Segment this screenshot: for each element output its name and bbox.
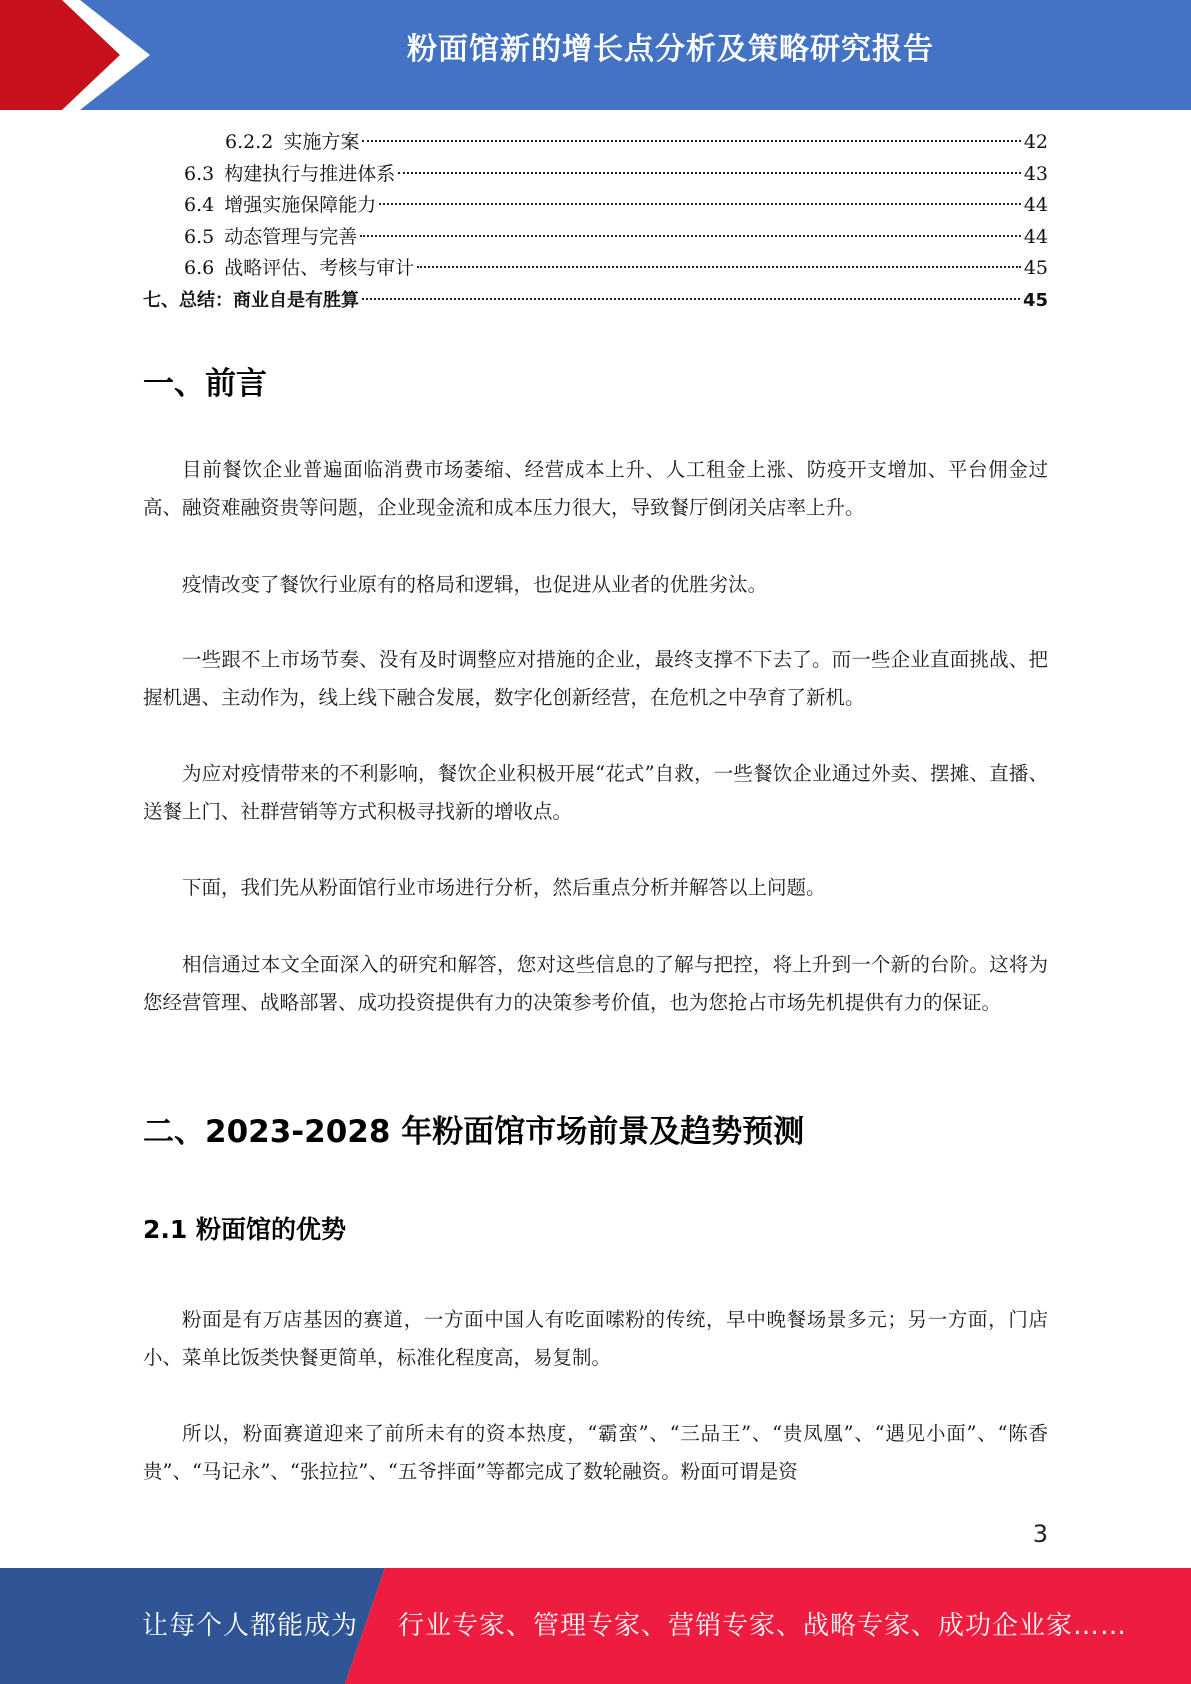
- toc-entry[interactable]: [143, 253, 1048, 285]
- section-heading: 一、前言: [143, 366, 267, 402]
- toc-entry-title: 实施方案: [283, 131, 360, 153]
- toc-entry-page: 44: [1023, 194, 1048, 216]
- body-paragraph: 为应对疫情带来的不利影响，餐饮企业积极开展“花式”自救，一些餐饮企业通过外卖、摆摊、直播、送餐上门、社群营销等方式积极寻找新的增收点。: [143, 762, 1048, 823]
- toc-entry-page: 43: [1023, 162, 1048, 185]
- body-paragraph: 一些跟不上市场节奏、没有及时调整应对措施的企业，最终支撑不下去了。而一些企业直面挑战、把握机遇、主动作为，线上线下融合发展，数字化创新经营，在危机之中孕育了新机。: [143, 648, 1048, 709]
- body-paragraph: 粉面是有万店基因的赛道，一方面中国人有吃面嗦粉的传统，早中晚餐场景多元；另一方面，门店小、菜单比饭类快餐更简单，标准化程度高，易复制。: [143, 1308, 1048, 1369]
- toc-entry-number: 6.3: [184, 162, 215, 185]
- toc-leader-dots: [362, 140, 1020, 142]
- footer-slogan-right: 行业专家、管理专家、营销专家、战略专家、成功企业家……: [398, 1611, 1128, 1641]
- body-paragraph: 所以，粉面赛道迎来了前所未有的资本热度，“霸蛮”、“三品王”、“贵凤凰”、“遇见小面”、“陈香贵”、“马记永”、“张拉拉”、“五爷拌面”等都完成了数轮融资。粉面可谓是资: [143, 1422, 1048, 1483]
- toc-leader-dots: [417, 266, 1021, 268]
- toc-leader-dots: [379, 203, 1021, 205]
- toc-entry-title: 七、总结：商业自是有胜算: [143, 289, 359, 311]
- toc-entry-number: 6.6: [184, 257, 215, 279]
- toc-entry[interactable]: [143, 190, 1048, 222]
- toc-entry[interactable]: [143, 159, 1048, 191]
- toc-entry-number: 6.2.2: [225, 131, 274, 153]
- toc-entry[interactable]: [143, 285, 1048, 317]
- toc-entry-number: 6.4: [184, 194, 215, 216]
- page-footer: [0, 1568, 1191, 1684]
- body-paragraph: 疫情改变了餐饮行业原有的格局和逻辑，也促进从业者的优胜劣汰。: [182, 573, 768, 596]
- toc-entry-title: 动态管理与完善: [224, 225, 358, 248]
- toc-leader-dots: [398, 172, 1021, 174]
- toc-entry-page: 45: [1022, 289, 1048, 311]
- toc-entry-title: 战略评估、考核与审计: [224, 257, 415, 279]
- body-paragraph: 下面，我们先从粉面馆行业市场进行分析，然后重点分析并解答以上问题。: [182, 876, 826, 899]
- page-number: 3: [1032, 1520, 1048, 1548]
- body-paragraph: 目前餐饮企业普遍面临消费市场萎缩、经营成本上升、人工租金上涨、防疫开支增加、平台佣金过高、融资难融资贵等问题，企业现金流和成本压力很大，导致餐厅倒闭关店率上升。: [143, 458, 1048, 519]
- report-title: 粉面馆新的增长点分析及策略研究报告: [407, 32, 934, 67]
- page-header: [0, 0, 1191, 110]
- toc-entry-page: 44: [1023, 225, 1048, 248]
- section-heading: 二、2023-2028 年粉面馆市场前景及趋势预测: [143, 1114, 805, 1150]
- toc-entry-number: 6.5: [184, 225, 215, 248]
- toc-leader-dots: [362, 298, 1020, 300]
- toc-entry-title: 构建执行与推进体系: [224, 162, 396, 185]
- footer-slogan-left: 让每个人都能成为: [142, 1611, 359, 1641]
- toc-entry-page: 45: [1023, 257, 1048, 279]
- toc-entry[interactable]: [143, 127, 1048, 159]
- table-of-contents: [143, 127, 1048, 316]
- toc-entry-title: 增强实施保障能力: [224, 194, 377, 216]
- body-paragraph: 相信通过本文全面深入的研究和解答，您对这些信息的了解与把控，将上升到一个新的台阶。这将为您经营管理、战略部署、成功投资提供有力的决策参考价值，也为您抢占市场先机提供有力的保证。: [143, 953, 1048, 1014]
- toc-entry[interactable]: [143, 222, 1048, 254]
- toc-entry-page: 42: [1023, 131, 1048, 153]
- subsection-heading: 2.1 粉面馆的优势: [143, 1215, 346, 1244]
- header-chevron-decoration: [0, 0, 150, 110]
- toc-leader-dots: [360, 235, 1021, 237]
